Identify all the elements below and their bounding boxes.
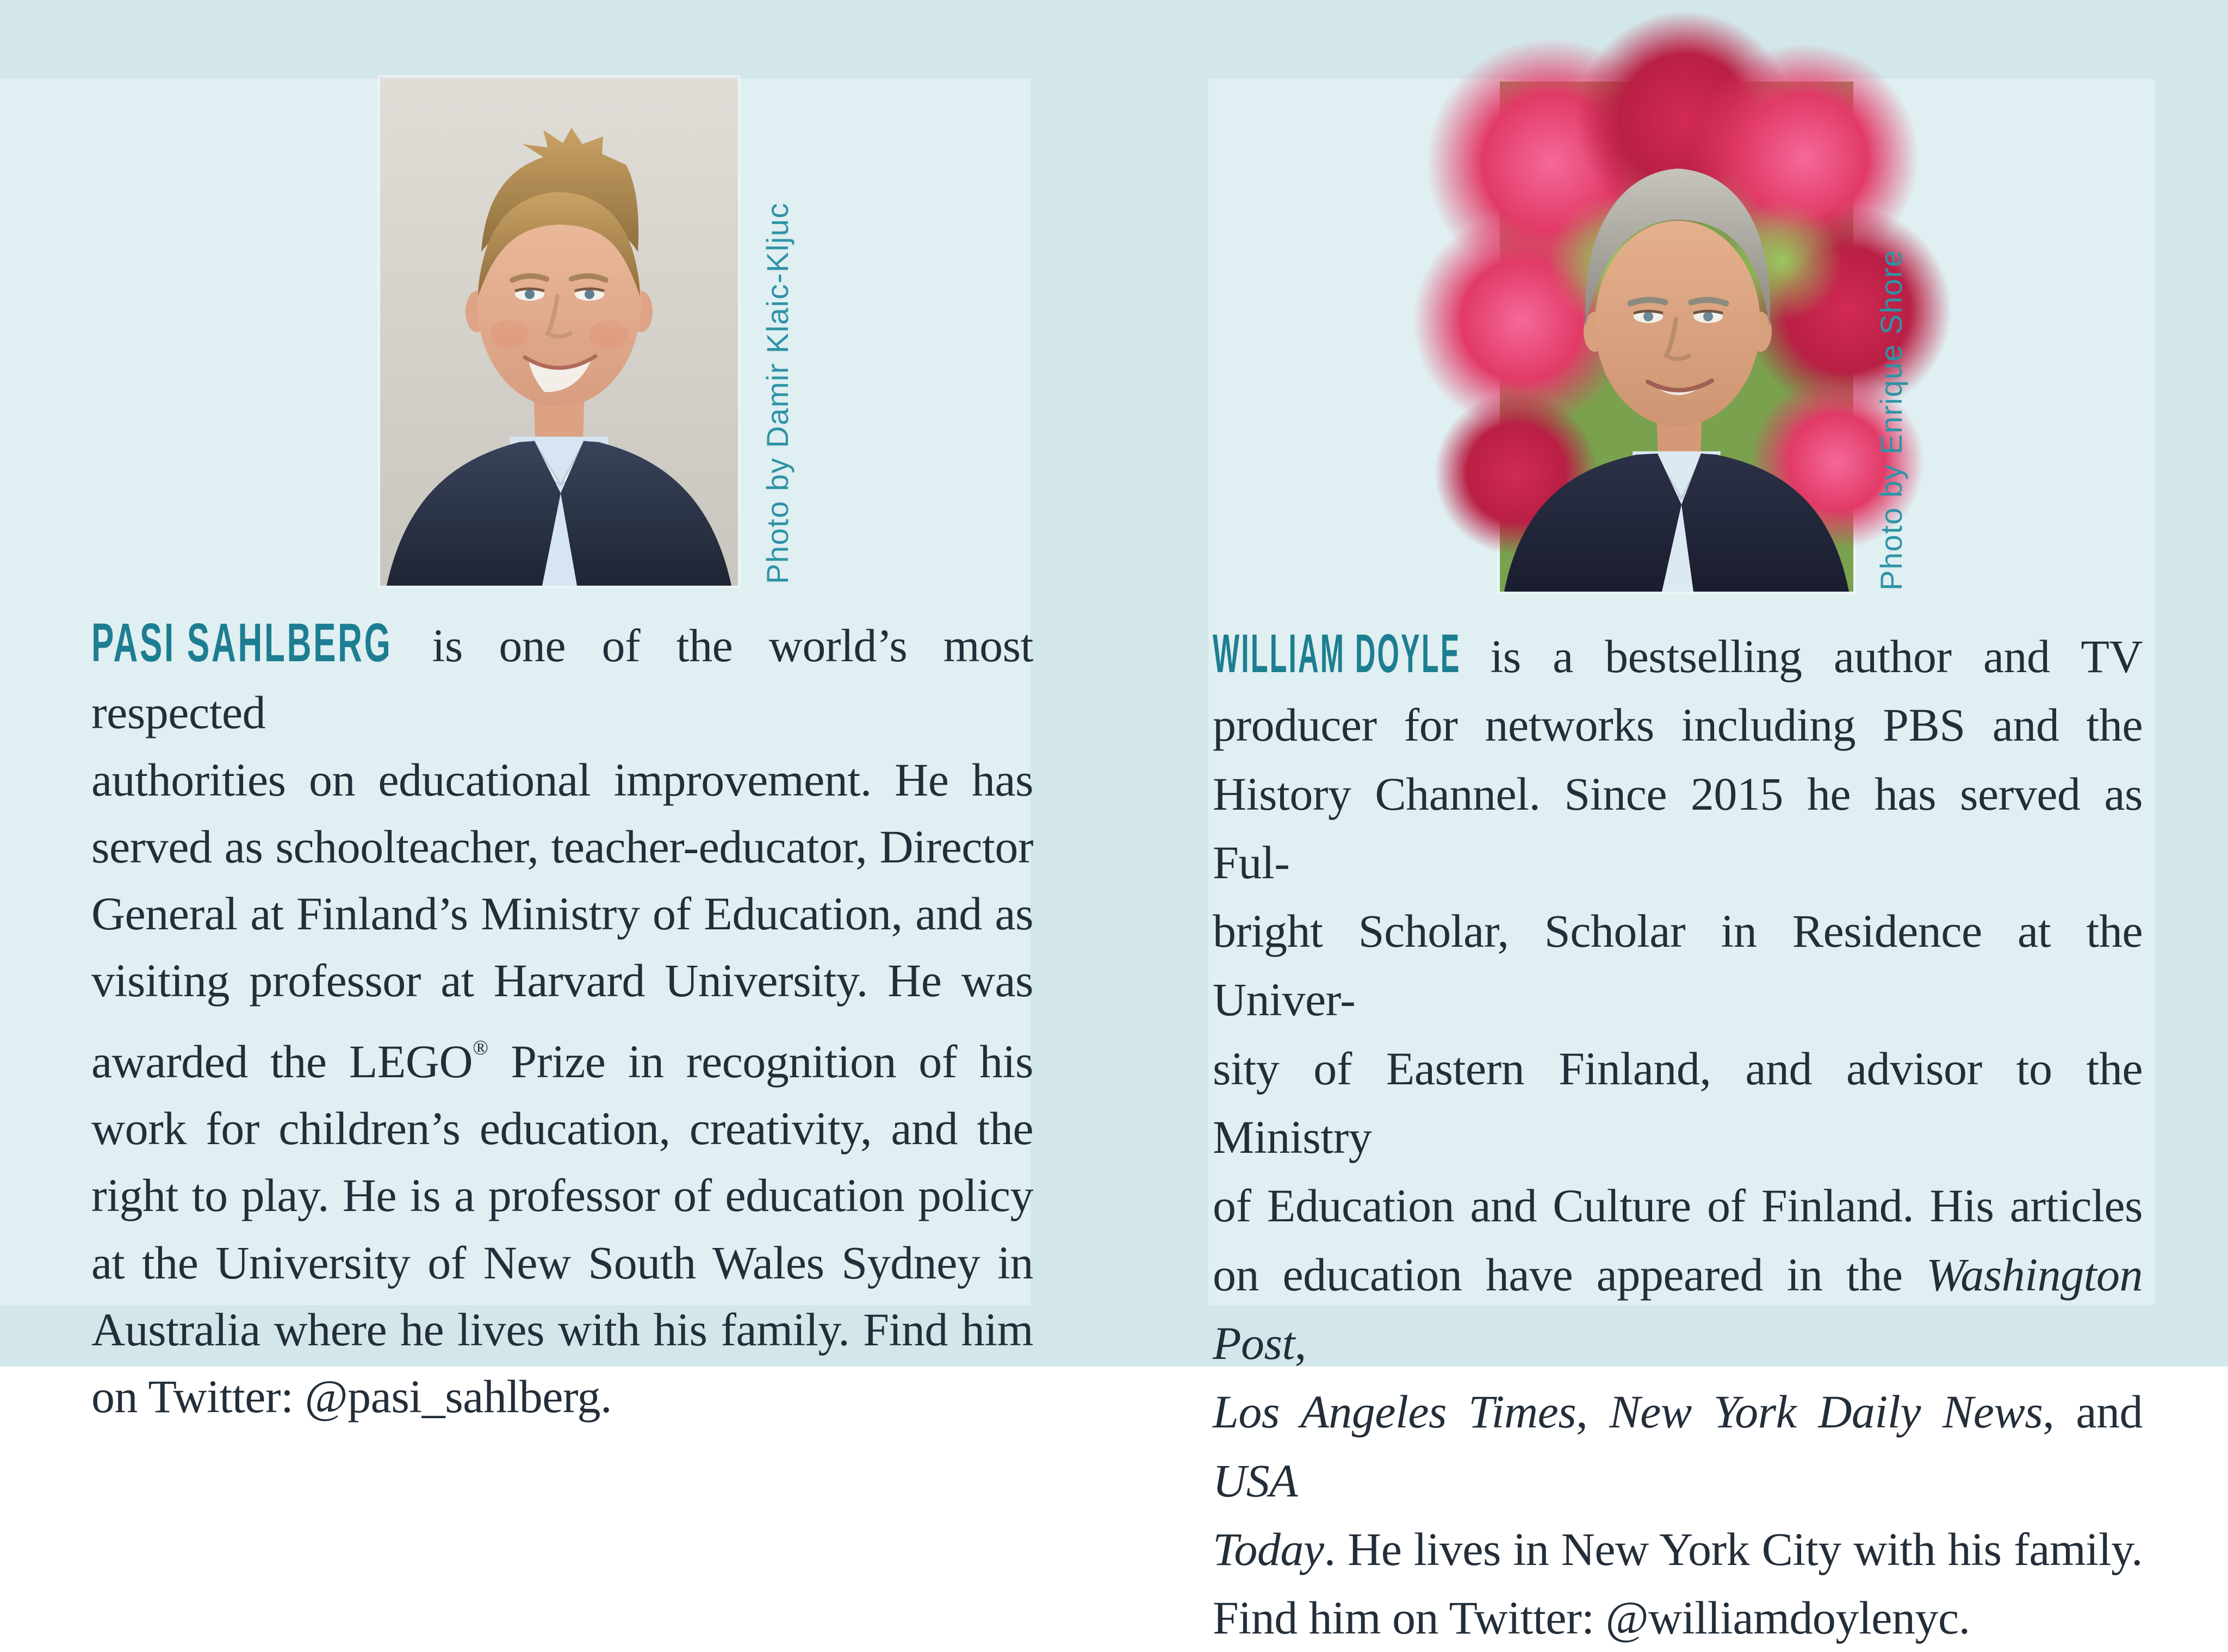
bio-line	[91, 1162, 1033, 1229]
bio-text-segment: General at Finland’s Ministry of Education, and as	[91, 887, 1033, 940]
publication-title: Today	[1213, 1523, 1324, 1575]
bio-line	[91, 1229, 1033, 1296]
bio-line	[91, 947, 1033, 1014]
bio-text-segment: work for children’s education, creativity, and the	[91, 1102, 1033, 1155]
bio-text-segment: visiting professor at Harvard University. He was	[91, 954, 1033, 1007]
bio-text-segment: on education have appeared in the	[1213, 1248, 1926, 1301]
bio-text-segment: ,	[1576, 1386, 1610, 1438]
bio-line	[91, 1095, 1033, 1162]
publication-title: USA	[1213, 1454, 1298, 1507]
publication-title: New York Daily News	[1609, 1386, 2043, 1438]
bio-text-segment: sity of Eastern Finland, and advisor to the Ministry	[1213, 1042, 2143, 1164]
bio-text-segment: at the University of New South Wales Sydney in	[91, 1236, 1033, 1289]
bio-text-segment: History Channel. Since 2015 he has served as Ful-	[1213, 767, 2143, 889]
bio-text-segment: of Education and Culture of Finland. His articles	[1213, 1179, 2143, 1232]
bio-line	[91, 813, 1033, 880]
bio-line	[1213, 1515, 2143, 1583]
bio-text-segment: served as schoolteacher, teacher-educator, Director	[91, 820, 1033, 873]
bio-text-segment: Prize in recognition of his	[488, 1035, 1033, 1088]
bio-text-segment: Australia where he lives with his family. Find him	[91, 1303, 1033, 1356]
bio-text-segment: , and	[2043, 1386, 2143, 1438]
bio-line	[1213, 691, 2143, 759]
photo-credit-right: Photo by Enrique Shore	[1874, 249, 1908, 591]
bio-line	[91, 612, 1033, 747]
bio-line	[1213, 1377, 2143, 1515]
author-name: PASI SAHLBERG	[91, 612, 393, 673]
bio-line	[1213, 622, 2143, 691]
bio-text-segment: authorities on educational improvement. He has	[91, 753, 1033, 806]
registered-trademark-symbol: ®	[473, 1036, 488, 1059]
bio-line	[1213, 1240, 2143, 1378]
bio-line	[1213, 1583, 2143, 1652]
bio-william-doyle	[1213, 622, 2143, 1652]
publication-title: Washington Post	[1213, 1248, 2143, 1369]
pasi-sahlberg-photo	[380, 78, 738, 586]
bio-line	[91, 880, 1033, 947]
author-name: WILLIAM DOYLE	[1213, 623, 1461, 684]
bio-pasi-sahlberg	[91, 612, 1033, 1431]
bio-line	[91, 1363, 1033, 1430]
bio-line	[1213, 1171, 2143, 1240]
bio-text-segment: on Twitter: @pasi_sahlberg.	[91, 1370, 612, 1423]
bio-text-segment: right to play. He is a professor of education policy	[91, 1169, 1033, 1222]
bio-text-segment: ,	[1294, 1316, 1306, 1369]
photo-credit-left: Photo by Damir Klaic-Kljuc	[760, 202, 795, 584]
publication-title: Los Angeles Times	[1213, 1386, 1577, 1438]
bio-line	[1213, 897, 2143, 1034]
bio-text-segment: Find him on Twitter: @williamdoylenyc.	[1213, 1592, 1970, 1644]
bio-text-segment: is a bestselling author and TV	[1459, 630, 2143, 682]
bio-text-segment: bright Scholar, Scholar in Residence at the Univer-	[1213, 905, 2143, 1026]
pasi-portrait-illustration	[380, 78, 738, 586]
doyle-portrait-illustration	[1500, 82, 1853, 592]
bio-text-segment: producer for networks including PBS and the	[1213, 699, 2143, 752]
bio-text-segment: awarded the LEGO	[91, 1035, 473, 1088]
bio-line	[91, 1015, 1033, 1095]
bio-line	[91, 1296, 1033, 1363]
bio-line	[1213, 1034, 2143, 1172]
bio-text-segment: . He lives in New York City with his family.	[1324, 1523, 2143, 1575]
william-doyle-photo	[1500, 82, 1853, 592]
bio-line	[1213, 760, 2143, 897]
bio-text-segment: is one of the world’s most respected	[91, 619, 1033, 739]
bio-line	[91, 747, 1033, 813]
